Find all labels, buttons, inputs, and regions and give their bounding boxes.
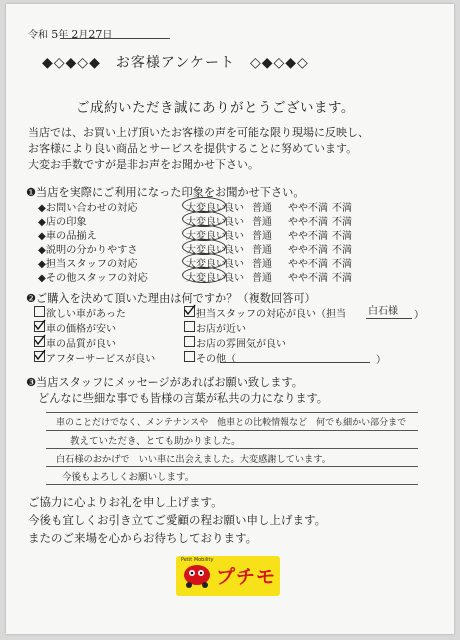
date-line: 令和 5年 2月27日 bbox=[28, 28, 113, 41]
message-line-4: 今後もよろしくお願いします。 bbox=[62, 472, 195, 483]
closing-line-1: ご協力に心よりお礼を申し上げます。 bbox=[28, 495, 223, 509]
day-value: 27 bbox=[88, 28, 103, 41]
checkbox[interactable] bbox=[184, 351, 195, 362]
q1-option[interactable]: やや不満 bbox=[288, 203, 328, 214]
q1-option[interactable]: 大変良い bbox=[186, 203, 226, 214]
car-mascot-icon bbox=[182, 562, 212, 588]
q1-option[interactable]: やや不満 bbox=[288, 273, 328, 284]
intro-line-2: お客様により良い商品とサービスを提供することに努めています。 bbox=[28, 142, 358, 155]
checkbox[interactable] bbox=[34, 306, 45, 317]
checkbox-label: 車の品質が良い bbox=[46, 339, 116, 350]
checkbox-label: お店の雰囲気が良い bbox=[196, 339, 286, 350]
q1-option[interactable]: 大変良い bbox=[186, 231, 226, 242]
q1-option[interactable]: 大変良い bbox=[186, 273, 226, 284]
era: 令和 bbox=[28, 30, 48, 41]
q1-option[interactable]: 良い bbox=[224, 259, 244, 270]
q1-option[interactable]: 不満 bbox=[332, 259, 352, 270]
checkbox[interactable] bbox=[184, 336, 195, 347]
survey-title: ◆◇◆◇◆ お客様アンケート ◇◆◇◆◇ bbox=[42, 55, 309, 71]
checkbox-label: その他（ bbox=[196, 354, 236, 365]
check-mark-icon bbox=[34, 334, 46, 346]
logo-brand-text: プチモ bbox=[216, 566, 277, 588]
close-paren-1: ） bbox=[414, 310, 424, 321]
intro-line-1: 当店では、お買い上げ頂いたお客様の声を可能な限り現場に反映し、 bbox=[28, 126, 369, 139]
q1-option[interactable]: 不満 bbox=[332, 231, 352, 242]
q1-option[interactable]: 大変良い bbox=[186, 217, 226, 228]
q3-question: ❸当店スタッフにメッセージがあればお願い致します。 bbox=[26, 376, 303, 389]
q1-row-label: ◆店の印象 bbox=[38, 217, 87, 228]
q1-row-label: ◆車の品揃え bbox=[38, 231, 97, 242]
q1-option[interactable]: 普通 bbox=[252, 217, 272, 228]
check-mark-icon bbox=[34, 319, 46, 331]
q1-question: ❶当店を実際にご利用になった印象をお聞かせ下さい。 bbox=[26, 186, 305, 199]
other-underline bbox=[220, 362, 370, 363]
q1-option[interactable]: 不満 bbox=[332, 203, 352, 214]
checkbox[interactable] bbox=[34, 321, 45, 332]
check-mark-icon bbox=[34, 349, 46, 361]
checkbox[interactable] bbox=[34, 351, 45, 362]
checkbox-label: お店が近い bbox=[196, 324, 246, 335]
q1-option[interactable]: やや不満 bbox=[288, 245, 328, 256]
message-rule-5 bbox=[46, 484, 418, 485]
staff-name-underline bbox=[366, 318, 412, 319]
q1-option[interactable]: 普通 bbox=[252, 259, 272, 270]
message-rule-2 bbox=[46, 430, 418, 431]
q1-option[interactable]: 不満 bbox=[332, 217, 352, 228]
q1-option[interactable]: 不満 bbox=[332, 273, 352, 284]
q1-row-label: ◆担当スタッフの対応 bbox=[38, 259, 138, 270]
thanks-message: ご成約いただき誠にありがとうございます。 bbox=[76, 100, 355, 116]
q1-option[interactable]: 大変良い bbox=[186, 259, 226, 270]
date-underline bbox=[60, 38, 170, 39]
message-line-2: 教えていただき、とても助かりました。 bbox=[70, 436, 241, 447]
message-rule-4 bbox=[46, 466, 418, 467]
q1-option[interactable]: 良い bbox=[224, 217, 244, 228]
message-rule-1 bbox=[46, 412, 418, 413]
q1-row-label: ◆その他スタッフの対応 bbox=[38, 273, 148, 284]
checkbox-label: 車の価格が安い bbox=[46, 324, 116, 335]
month-value: 2 bbox=[71, 28, 79, 41]
closing-line-2: 今後も宜しくお引き立てご愛顧の程お願い申し上げます。 bbox=[28, 513, 327, 527]
message-rule-3 bbox=[46, 448, 418, 449]
company-logo bbox=[176, 556, 280, 596]
q1-option[interactable]: 良い bbox=[224, 273, 244, 284]
year-value: 5 bbox=[51, 28, 59, 41]
q1-row-label: ◆説明の分かりやすさ bbox=[38, 245, 138, 256]
q1-option[interactable]: 普通 bbox=[252, 245, 272, 256]
q1-option[interactable]: 良い bbox=[224, 245, 244, 256]
q1-row-label: ◆お問い合わせの対応 bbox=[38, 203, 138, 214]
q1-option[interactable]: やや不満 bbox=[288, 217, 328, 228]
q1-option[interactable]: やや不満 bbox=[288, 231, 328, 242]
survey-sheet bbox=[6, 4, 454, 634]
q1-option[interactable]: 大変良い bbox=[186, 245, 226, 256]
checkbox[interactable] bbox=[184, 321, 195, 332]
checkbox-label: 担当スタッフの対応が良い（担当 bbox=[196, 309, 346, 320]
q1-option[interactable]: 良い bbox=[224, 231, 244, 242]
message-line-1: 車のことだけでなく、メンテナンスや 他車との比較情報など 何でも細かい部分まで bbox=[56, 418, 407, 428]
close-paren-2: ） bbox=[376, 355, 386, 366]
checkbox[interactable] bbox=[184, 306, 195, 317]
intro-line-3: 大変お手数ですが是非お声をお聞かせ下さい。 bbox=[28, 158, 259, 171]
selection-circle bbox=[182, 267, 226, 283]
q2-question: ❷ご購入を決めて頂いた理由は何ですか？（複数回答可） bbox=[26, 292, 316, 305]
q1-option[interactable]: 普通 bbox=[252, 203, 272, 214]
q1-option[interactable]: 普通 bbox=[252, 231, 272, 242]
q1-option[interactable]: 良い bbox=[224, 203, 244, 214]
checkbox[interactable] bbox=[34, 336, 45, 347]
q1-option[interactable]: やや不満 bbox=[288, 259, 328, 270]
logo-tagline: Petit Mobility bbox=[181, 557, 214, 563]
closing-line-3: またのご来場を心からお待ちしております。 bbox=[28, 531, 258, 545]
q1-option[interactable]: 不満 bbox=[332, 245, 352, 256]
staff-name-handwritten: 白石様 bbox=[368, 306, 398, 317]
q3-subtext: どんなに些細な事でも皆様の言葉が私共の力になります。 bbox=[38, 392, 328, 405]
q1-option[interactable]: 普通 bbox=[252, 273, 272, 284]
check-mark-icon bbox=[184, 304, 196, 316]
checkbox-label: 欲しい車があった bbox=[46, 309, 126, 320]
checkbox-label: アフターサービスが良い bbox=[46, 354, 156, 365]
message-line-3: 白石様のおかげで いい車に出会えました。大変感謝しています。 bbox=[56, 454, 331, 465]
